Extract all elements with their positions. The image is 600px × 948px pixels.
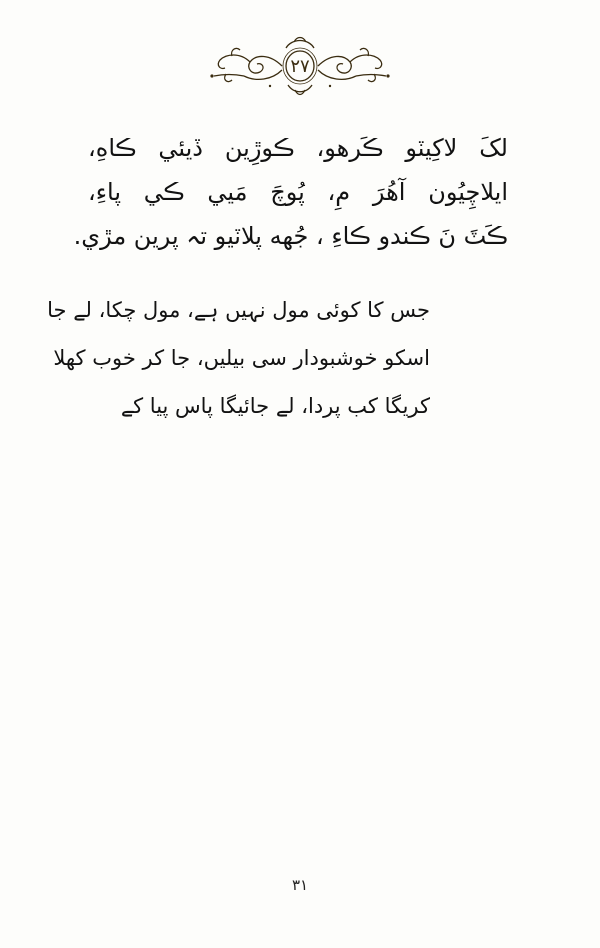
floral-ornament-icon [200, 30, 400, 98]
page-number: ٣١ [291, 876, 309, 894]
urdu-stanza [47, 286, 430, 430]
header-ornament [200, 30, 400, 98]
urdu-line-3: کریگا کب پردا، لے جائیگا پاس پیا کے [120, 394, 430, 418]
sindhi-line-2: ايلاچِيُون آهُرَ مِ، پُوچَ مَيي ڪي پاءِ، [88, 178, 508, 206]
sindhi-line-3: ڪَٽَ نَ ڪندو ڪاءِ ، جُهه پلاٽيو تہ پرين مڙي. [73, 222, 508, 250]
verse-number: ٢٧ [290, 56, 310, 77]
sindhi-stanza [73, 126, 508, 258]
urdu-line-1: جس کا کوئی مول نہیں ہے، مول چکا، لے جا [47, 298, 430, 322]
sindhi-line-1: لکَ لاکِيٽو ڪَرهو، ڪوڙِين ڏيئي ڪاهِ، [88, 134, 508, 162]
urdu-line-2: اسکو خوشبودار سی بیلیں، جا کر خوب کھلا [53, 346, 430, 370]
